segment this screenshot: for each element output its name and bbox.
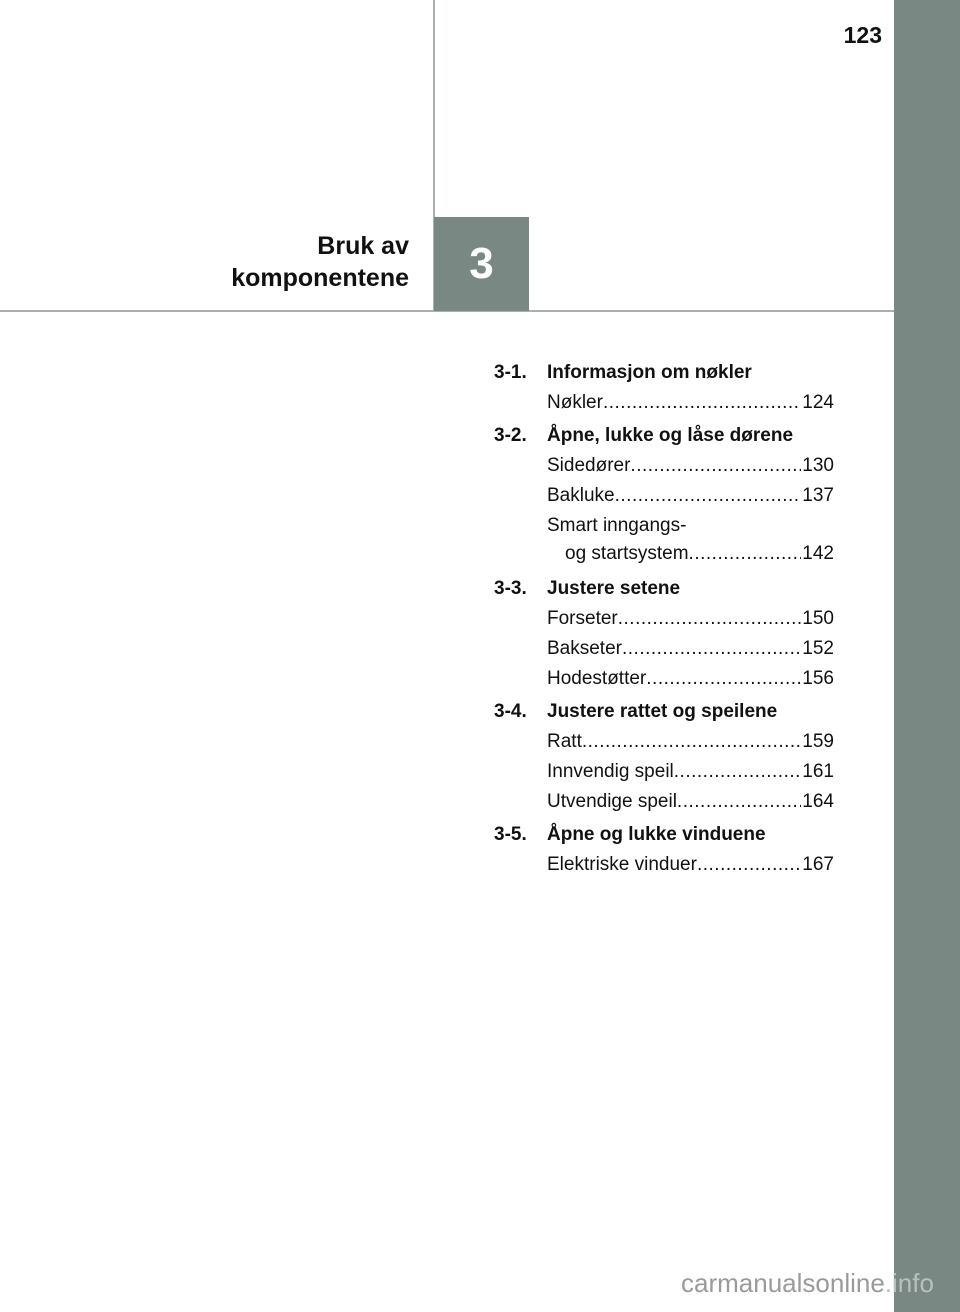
toc-entry[interactable] xyxy=(494,482,834,512)
entry-label: Ratt xyxy=(547,731,582,752)
watermark-main: carmanualsonline xyxy=(681,1268,885,1298)
toc-entry[interactable] xyxy=(494,512,834,572)
entry-page: 142 xyxy=(802,543,834,564)
section-title: Åpne og lukke vinduene xyxy=(547,824,766,845)
toc-entry[interactable] xyxy=(494,665,834,695)
toc-entry[interactable] xyxy=(494,452,834,482)
section-number: 3-1. xyxy=(494,362,527,383)
entry-label: Innvendig speil xyxy=(547,761,674,782)
dot-leader xyxy=(677,788,801,818)
entry-page: 167 xyxy=(802,854,834,875)
dot-leader xyxy=(697,851,801,881)
dot-leader xyxy=(622,635,801,665)
entry-label: Utvendige speil xyxy=(547,791,677,812)
section-title: Justere setene xyxy=(547,578,681,599)
dot-leader xyxy=(618,605,802,635)
toc-entry[interactable] xyxy=(494,605,834,635)
toc-section[interactable] xyxy=(494,359,834,389)
side-tab-bar xyxy=(894,0,960,1312)
watermark-tld: .info xyxy=(884,1268,934,1298)
chapter-title xyxy=(231,230,409,294)
dot-leader xyxy=(582,728,801,758)
section-title: Justere rattet og speilene xyxy=(547,701,778,722)
toc-entry[interactable] xyxy=(494,851,834,881)
dot-leader xyxy=(615,482,802,512)
entry-label: Bakseter xyxy=(547,638,622,659)
entry-label-continued: og startsystem xyxy=(565,543,689,564)
section-number: 3-5. xyxy=(494,824,527,845)
toc-entry[interactable] xyxy=(494,389,834,419)
toc-section[interactable] xyxy=(494,422,834,452)
chapter-number-box: 3 xyxy=(434,217,529,311)
dot-leader xyxy=(630,452,801,482)
toc-entry[interactable] xyxy=(494,635,834,665)
dot-leader xyxy=(689,540,802,568)
entry-page: 164 xyxy=(802,791,834,812)
entry-label: Hodestøtter xyxy=(547,668,647,689)
section-number: 3-4. xyxy=(494,701,527,722)
entry-label: Sidedører xyxy=(547,455,631,476)
entry-page: 124 xyxy=(802,392,834,413)
toc-entry[interactable] xyxy=(494,758,834,788)
table-of-contents xyxy=(494,356,834,881)
toc-entry[interactable] xyxy=(494,788,834,818)
entry-label: Elektriske vinduer xyxy=(547,854,697,875)
entry-label: Forseter xyxy=(547,608,618,629)
toc-section[interactable] xyxy=(494,698,834,728)
section-title: Åpne, lukke og låse dørene xyxy=(547,425,794,446)
toc-entry[interactable] xyxy=(494,728,834,758)
watermark xyxy=(681,1268,934,1299)
entry-label: Bakluke xyxy=(547,485,615,506)
toc-section[interactable] xyxy=(494,575,834,605)
section-number: 3-2. xyxy=(494,425,527,446)
chapter-title-line2: komponentene xyxy=(231,264,409,292)
entry-page: 156 xyxy=(802,668,834,689)
entry-page: 161 xyxy=(802,761,834,782)
dot-leader xyxy=(646,665,801,695)
entry-label: Smart inngangs- xyxy=(547,515,687,536)
section-number: 3-3. xyxy=(494,578,527,599)
entry-label: Nøkler xyxy=(547,392,603,413)
entry-page: 150 xyxy=(802,608,834,629)
entry-page: 137 xyxy=(802,485,834,506)
chapter-title-line1: Bruk av xyxy=(317,232,409,260)
toc-section[interactable] xyxy=(494,821,834,851)
entry-page: 130 xyxy=(802,455,834,476)
dot-leader xyxy=(603,389,801,419)
page-number: 123 xyxy=(843,22,882,48)
section-title: Informasjon om nøkler xyxy=(547,362,752,383)
entry-page: 152 xyxy=(802,638,834,659)
dot-leader xyxy=(674,758,802,788)
entry-page: 159 xyxy=(802,731,834,752)
